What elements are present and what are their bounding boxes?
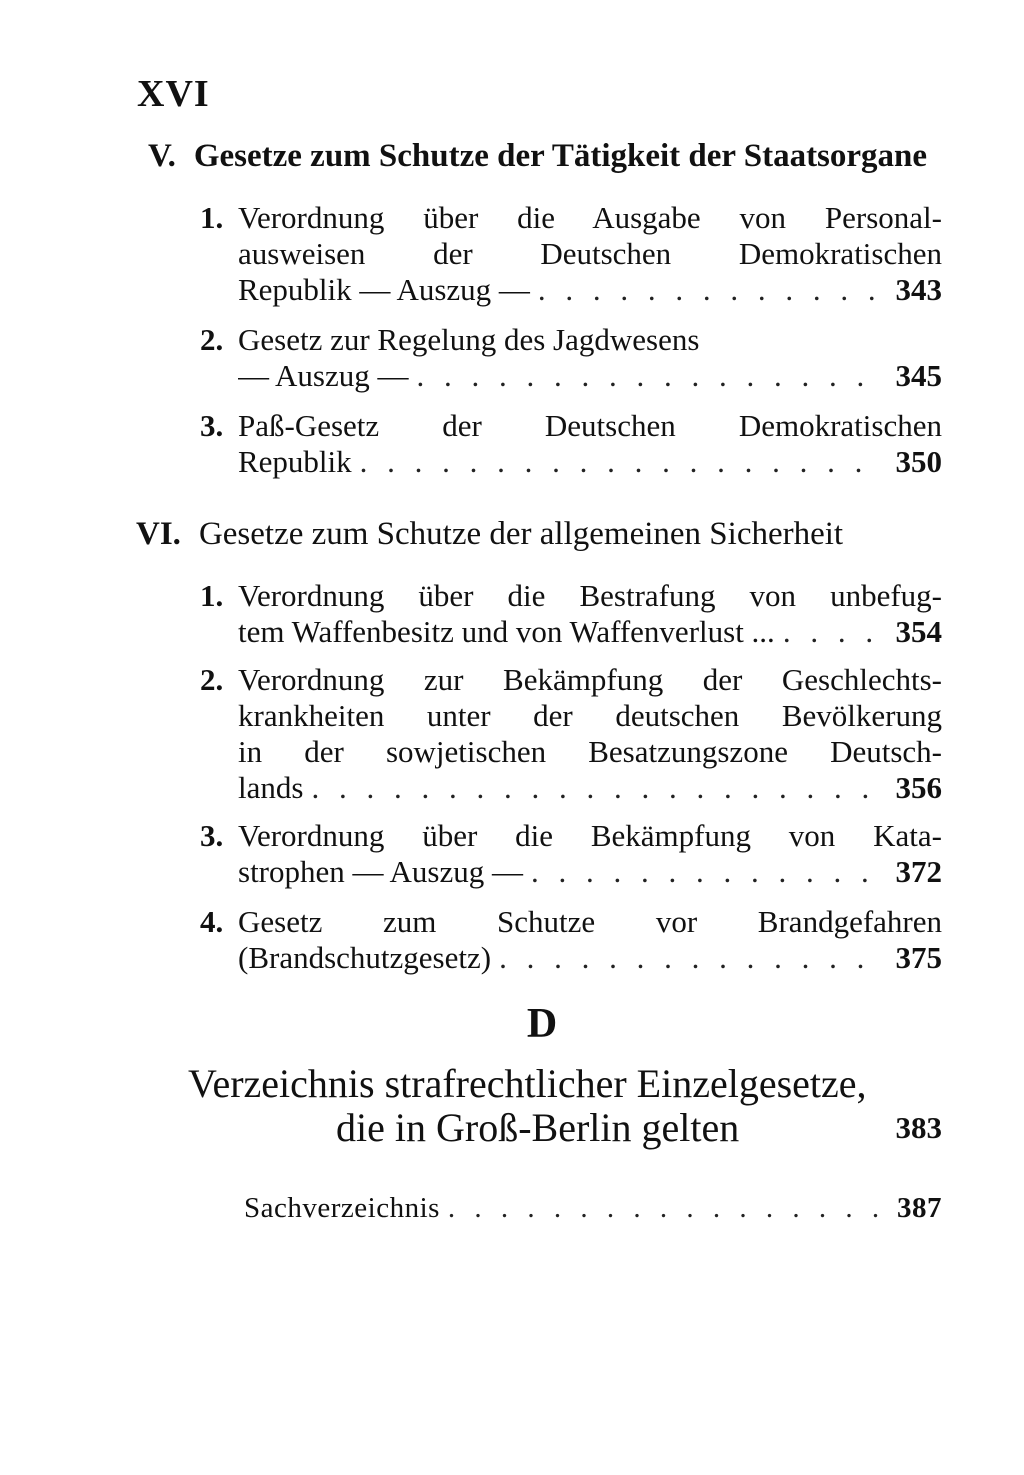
entry-number: 1. <box>200 578 224 613</box>
section-title: Gesetze zum Schutze der Tätigkeit der Staatsorgane <box>193 138 928 174</box>
entry-line: Verordnung über die Ausgabe von Personal- <box>238 200 942 235</box>
entry-page: 372 <box>895 854 942 889</box>
entry-line: Gesetz zur Regelung des Jagdwesens <box>238 322 700 357</box>
entry-last-line: Republik — Auszug — <box>238 272 530 307</box>
entry-page: 350 <box>895 444 942 479</box>
entry-page: 375 <box>895 940 942 975</box>
entry-number: 3. <box>200 408 224 443</box>
section-heading-v <box>148 138 927 175</box>
entry-number: 2. <box>200 322 224 357</box>
entry-last-line: (Brandschutzgesetz) <box>238 940 492 975</box>
entry-leader-line <box>238 272 942 308</box>
dot-leader <box>360 444 878 480</box>
register-label: Sachverzeichnis <box>244 1192 440 1224</box>
dot-leader <box>448 1190 878 1226</box>
entry-last-line: strophen — Auszug — <box>238 854 524 889</box>
section-numeral: VI. <box>136 516 181 552</box>
appendix-title-line-1: Verzeichnis strafrechtlicher Einzelgesetze, <box>188 1061 867 1106</box>
entry-line: Verordnung zur Bekämpfung der Geschlechts- <box>238 662 942 697</box>
entry-number: 2. <box>200 662 224 697</box>
dot-leader <box>783 614 878 650</box>
dot-leader <box>531 854 878 890</box>
entry-line: Verordnung über die Bekämpfung von Kata- <box>238 818 942 853</box>
register-entry[interactable] <box>244 1190 942 1226</box>
page-number: XVI <box>137 73 210 115</box>
entry-number: 4. <box>200 904 224 939</box>
appendix-page: 383 <box>895 1110 942 1145</box>
entry-last-line: lands <box>238 770 304 805</box>
entry-page: 354 <box>895 614 942 649</box>
entry-last-line: — Auszug — <box>238 358 409 393</box>
entry-leader-line <box>238 358 942 394</box>
dot-leader <box>311 770 878 806</box>
entry-line: Gesetz zum Schutze vor Brandgefahren <box>238 904 942 939</box>
register-page: 387 <box>897 1192 942 1224</box>
entry-number: 1. <box>200 200 224 235</box>
dot-leader <box>417 358 879 394</box>
entry-last-line: Republik <box>238 444 352 479</box>
entry-line: in der sowjetischen Besatzungszone Deutsch- <box>238 734 942 769</box>
entry-page: 343 <box>895 272 942 307</box>
entry-leader-line <box>238 614 942 650</box>
entry-leader-line <box>238 444 942 480</box>
entry-line: ausweisen der Deutschen Demokratischen <box>238 236 942 271</box>
entry-leader-line <box>238 854 942 890</box>
entry-line: krankheiten unter der deutschen Bevölkerung <box>238 698 942 733</box>
section-title: Gesetze zum Schutze der allgemeinen Sicherheit <box>198 516 844 552</box>
entry-last-line: tem Waffenbesitz und von Waffenverlust ... <box>238 614 775 649</box>
entry-line: Verordnung über die Bestrafung von unbefug- <box>238 578 942 613</box>
appendix-letter: D <box>526 1001 558 1047</box>
dot-leader <box>499 940 878 976</box>
entry-page: 356 <box>895 770 942 805</box>
entry-number: 3. <box>200 818 224 853</box>
entry-page: 345 <box>895 358 942 393</box>
entry-leader-line <box>238 940 942 976</box>
section-numeral: V. <box>148 138 176 174</box>
appendix-title-line-2: die in Groß-Berlin gelten <box>336 1105 740 1150</box>
entry-line: Paß-Gesetz der Deutschen Demokratischen <box>238 408 942 443</box>
section-heading-vi <box>136 516 843 553</box>
entry-leader-line <box>238 770 942 806</box>
dot-leader <box>538 272 878 308</box>
